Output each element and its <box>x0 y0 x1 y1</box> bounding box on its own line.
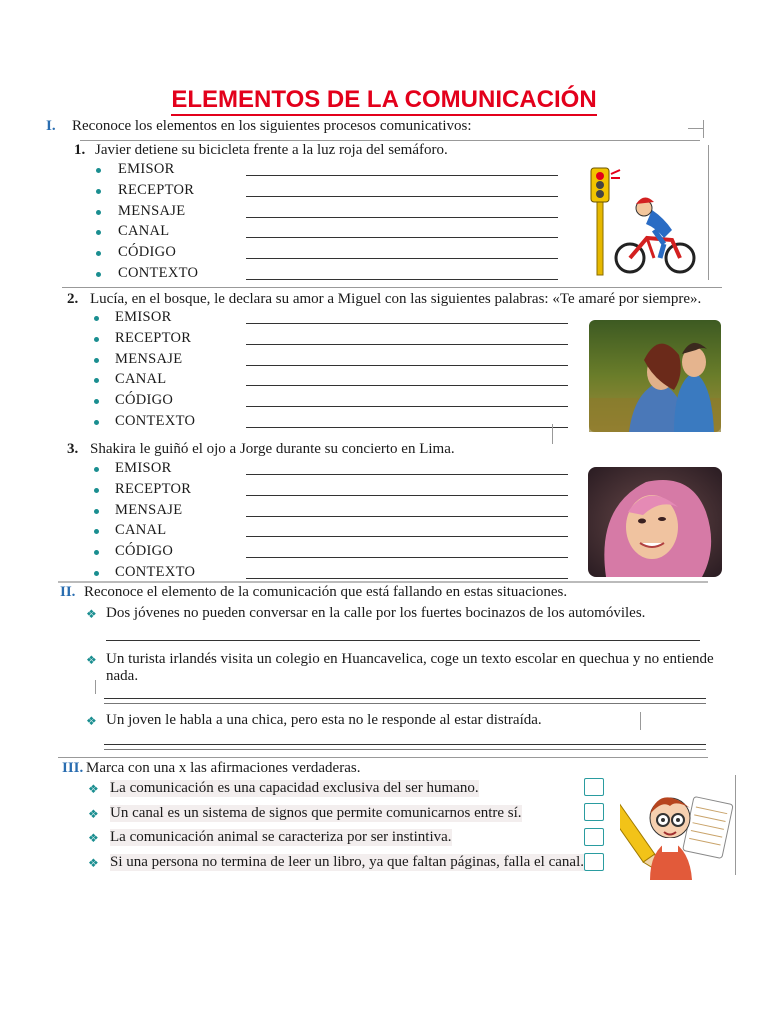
student-pencil-icon <box>620 780 735 880</box>
bullet-icon <box>94 337 99 342</box>
diamond-bullet-icon: ❖ <box>88 831 99 845</box>
bullet-icon <box>96 230 101 235</box>
bullet-icon <box>96 168 101 173</box>
item-2-text: Lucía, en el bosque, le declara su amor a Miguel con las siguientes palabras: «Te amaré por siempre». <box>90 291 702 307</box>
element-label: RECEPTOR <box>115 329 192 346</box>
bullet-icon <box>96 251 101 256</box>
item-3-number: 3. <box>67 441 79 457</box>
answer-line[interactable] <box>246 344 568 345</box>
diamond-bullet-icon: ❖ <box>86 714 97 728</box>
answer-line[interactable] <box>246 557 568 558</box>
element-label: EMISOR <box>118 161 175 177</box>
item-frame-top <box>80 140 700 141</box>
frame-corner <box>688 128 703 129</box>
cyclist-icon <box>616 197 694 272</box>
statement: Si una persona no termina de leer un libro, ya que faltan páginas, falla el canal. <box>110 853 584 870</box>
section-2-number: II. <box>60 584 76 600</box>
diamond-bullet-icon: ❖ <box>86 607 97 621</box>
situation-2: Un turista irlandés visita un colegio en Huancavelica, coge un texto escolar en quechua y no entiende <box>106 651 714 667</box>
answer-line[interactable] <box>246 237 558 238</box>
answer-line[interactable] <box>246 385 568 386</box>
answer-line[interactable] <box>246 217 558 218</box>
element-label: CANAL <box>118 223 170 240</box>
couple-photo <box>589 320 721 432</box>
bullet-icon <box>94 488 99 493</box>
situation-3: Un joven le habla a una chica, pero esta no le responde al estar distraída. <box>106 712 542 728</box>
section-3-number: III. <box>62 760 84 776</box>
statement: La comunicación animal se caracteriza por ser instintiva. <box>110 829 452 845</box>
woman-photo <box>588 467 722 577</box>
statement: La comunicación es una capacidad exclusiva del ser humano. <box>110 780 479 796</box>
element-label: EMISOR <box>115 460 172 476</box>
answer-line[interactable] <box>246 536 568 537</box>
bullet-icon <box>94 316 99 321</box>
bullet-icon <box>94 399 99 404</box>
element-label: CANAL <box>115 371 167 388</box>
section-3-instruction: Marca con una x las afirmaciones verdaderas. <box>86 760 361 776</box>
frame-corner <box>703 120 704 138</box>
element-label: CONTEXTO <box>115 564 196 580</box>
section-1-number: I. <box>46 118 56 134</box>
checkbox-1[interactable] <box>584 778 604 796</box>
answer-line[interactable] <box>104 749 706 750</box>
section-2-instruction: Reconoce el elemento de la comunicación que está fallando en estas situaciones. <box>84 584 568 600</box>
element-label: CÓDIGO <box>115 543 174 560</box>
answer-line[interactable] <box>104 703 706 704</box>
answer-line[interactable] <box>246 196 558 197</box>
item-frame-top <box>62 287 722 288</box>
answer-line[interactable] <box>246 427 568 428</box>
checkbox-4[interactable] <box>584 853 604 871</box>
element-label: MENSAJE <box>118 202 186 219</box>
diamond-bullet-icon: ❖ <box>88 782 99 796</box>
bullet-icon <box>94 358 99 363</box>
situation-1: Dos jóvenes no pueden conversar en la calle por los fuertes bocinazos de los automóviles. <box>106 605 646 621</box>
bullet-icon <box>94 378 99 383</box>
element-label: MENSAJE <box>115 350 183 367</box>
answer-line[interactable] <box>246 406 568 407</box>
element-label: CONTEXTO <box>118 265 199 281</box>
bullet-icon <box>96 272 101 277</box>
answer-line[interactable] <box>246 516 568 517</box>
diamond-bullet-icon: ❖ <box>88 855 99 870</box>
element-label: MENSAJE <box>115 501 183 518</box>
item-3-text: Shakira le guiñó el ojo a Jorge durante su concierto en Lima. <box>90 441 455 457</box>
element-label: RECEPTOR <box>115 480 192 497</box>
item-1-text: Javier detiene su bicicleta frente a la luz roja del semáforo. <box>95 142 448 158</box>
answer-line[interactable] <box>246 175 558 176</box>
page-title: ELEMENTOS DE LA COMUNICACIÓN <box>0 86 768 114</box>
bullet-icon <box>94 571 99 576</box>
diamond-bullet-icon: ❖ <box>88 806 99 821</box>
frame-corner <box>95 680 96 694</box>
bullet-icon <box>94 509 99 514</box>
section-1-instruction: Reconoce los elementos en los siguientes procesos comunicativos: <box>72 118 472 134</box>
answer-line[interactable] <box>246 258 558 259</box>
bullet-icon <box>94 529 99 534</box>
element-label: EMISOR <box>115 309 172 325</box>
item-1-number: 1. <box>74 142 86 158</box>
situation-2-continued: nada. <box>106 668 139 684</box>
cyclist-traffic-light-illustration <box>582 160 702 280</box>
element-label: CANAL <box>115 522 167 539</box>
section-divider <box>58 757 708 758</box>
bullet-icon <box>94 420 99 425</box>
answer-line[interactable] <box>246 365 568 366</box>
statement: Un canal es un sistema de signos que permite comunicarnos entre sí. <box>110 804 522 821</box>
element-label: CÓDIGO <box>115 392 174 409</box>
answer-line[interactable] <box>246 279 558 280</box>
bullet-icon <box>94 550 99 555</box>
bullet-icon <box>94 467 99 472</box>
bullet-icon <box>96 210 101 215</box>
element-label: CONTEXTO <box>115 413 196 429</box>
answer-line[interactable] <box>246 323 568 324</box>
element-label: CÓDIGO <box>118 244 177 261</box>
answer-line[interactable] <box>246 474 568 475</box>
frame-corner <box>640 712 641 730</box>
checkbox-2[interactable] <box>584 803 604 821</box>
frame-corner <box>552 424 553 444</box>
section-divider <box>58 581 708 583</box>
item-2-number: 2. <box>67 291 79 307</box>
diamond-bullet-icon: ❖ <box>86 653 97 667</box>
frame-side <box>735 775 736 875</box>
element-label: RECEPTOR <box>118 181 195 198</box>
answer-line[interactable] <box>246 495 568 496</box>
bullet-icon <box>96 189 101 194</box>
checkbox-3[interactable] <box>584 828 604 846</box>
frame-side <box>708 145 709 280</box>
answer-line[interactable] <box>104 698 706 699</box>
answer-line[interactable] <box>106 640 700 641</box>
answer-line[interactable] <box>246 578 568 579</box>
answer-line[interactable] <box>104 744 706 745</box>
